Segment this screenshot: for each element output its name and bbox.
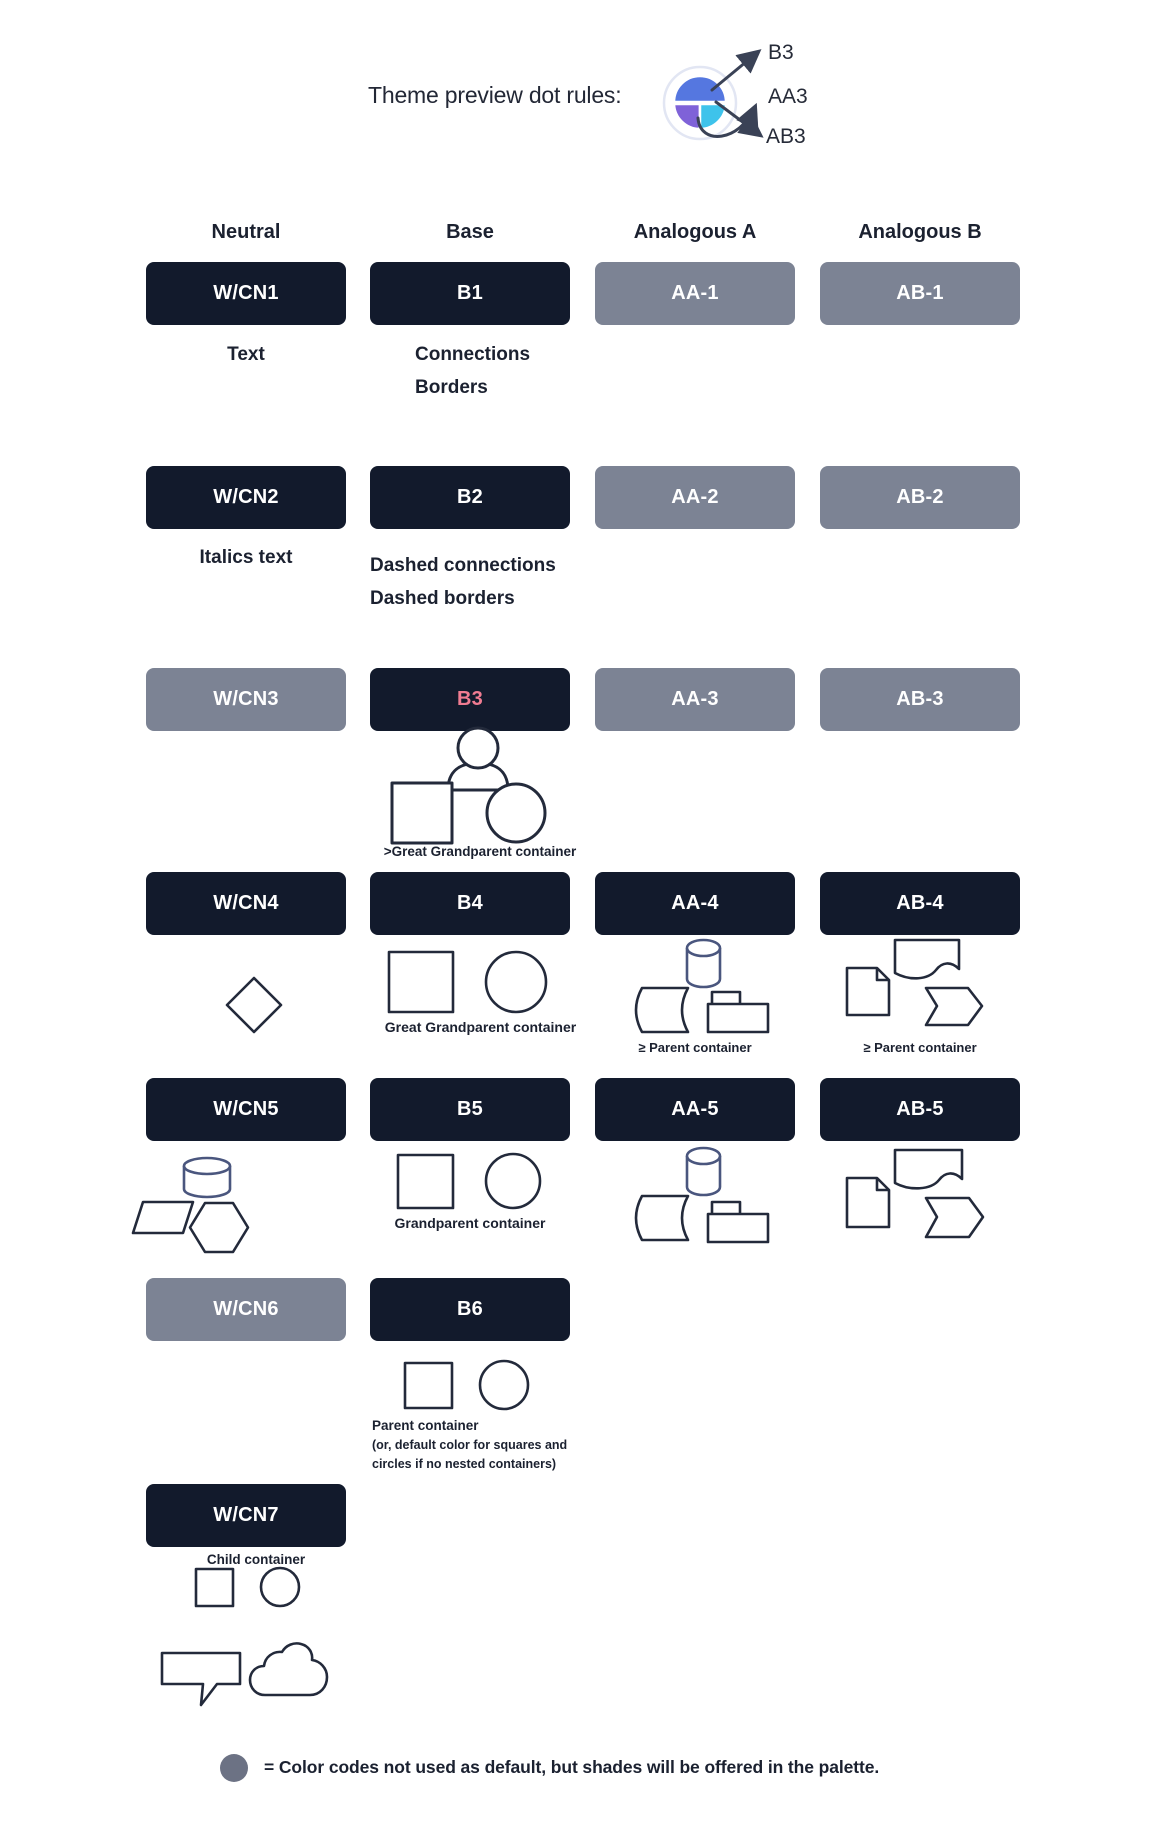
pill-aa1: AA-1 <box>595 262 795 325</box>
chevron-shape <box>926 988 982 1025</box>
person-head-icon <box>458 728 498 768</box>
b3-shapes-group <box>370 723 590 848</box>
caption-connections: Connections <box>415 344 531 365</box>
b5-shapes-group <box>394 1150 544 1212</box>
wcn7-shapes-group-2 <box>155 1640 340 1712</box>
pill-b4: B4 <box>370 872 570 935</box>
column-header-analogous-b: Analogous B <box>858 221 982 243</box>
speech-bubble-shape <box>162 1653 240 1705</box>
legend-text: = Color codes not used as default, but shades will be offered in the palette. <box>264 1757 880 1777</box>
b4-shapes-group <box>385 948 550 1016</box>
caption-grandparent: Grandparent container <box>394 1215 546 1231</box>
circle-shape <box>486 1154 540 1208</box>
pill-wcn4: W/CN4 <box>146 872 346 935</box>
wavy-flag-shape <box>895 1150 962 1188</box>
circle-shape <box>487 784 545 842</box>
caption-parent: Parent container <box>372 1418 479 1433</box>
wcn5-shapes-group <box>125 1150 260 1260</box>
stored-data-shape <box>636 988 688 1032</box>
pill-aa5: AA-5 <box>595 1078 795 1141</box>
caption-borders: Borders <box>415 377 488 398</box>
caption-great-grandparent: Great Grandparent container <box>384 1019 577 1035</box>
caption-ge-parent-aa4: ≥ Parent container <box>638 1040 752 1055</box>
square-shape <box>398 1155 453 1208</box>
pill-wcn5: W/CN5 <box>146 1078 346 1141</box>
caption-great-grandparent-gt: >Great Grandparent container <box>383 844 577 859</box>
pill-ab3: AB-3 <box>820 668 1020 731</box>
page-title: Theme preview dot rules: <box>368 82 622 108</box>
circle-shape <box>480 1361 528 1409</box>
chevron-shape <box>926 1198 983 1237</box>
pill-aa3: AA-3 <box>595 668 795 731</box>
caption-parent-note-1: (or, default color for squares and <box>372 1438 568 1452</box>
pill-wcn6: W/CN6 <box>146 1278 346 1341</box>
pill-wcn7: W/CN7 <box>146 1484 346 1547</box>
square-shape <box>392 783 452 843</box>
square-shape <box>196 1569 233 1606</box>
pill-aa4: AA-4 <box>595 872 795 935</box>
pill-b6: B6 <box>370 1278 570 1341</box>
cylinder-top-shape <box>687 1148 720 1164</box>
cylinder-top-shape <box>687 940 720 956</box>
aa5-shapes-group <box>628 1144 778 1244</box>
square-shape <box>405 1363 452 1408</box>
card-shape <box>708 1004 768 1032</box>
pill-ab4: AB-4 <box>820 872 1020 935</box>
circle-shape <box>261 1568 299 1606</box>
aa4-shapes-group <box>628 936 778 1036</box>
dot-label-ab3: AB3 <box>766 125 806 148</box>
pill-b1: B1 <box>370 262 570 325</box>
pill-b2: B2 <box>370 466 570 529</box>
dot-label-b3: B3 <box>768 41 794 64</box>
column-header-neutral: Neutral <box>211 221 281 243</box>
pill-ab1: AB-1 <box>820 262 1020 325</box>
pill-wcn1: W/CN1 <box>146 262 346 325</box>
legend-dot-icon <box>220 1754 248 1782</box>
caption-text: Text <box>227 344 265 365</box>
pill-wcn2: W/CN2 <box>146 466 346 529</box>
column-header-analogous-a: Analogous A <box>633 221 757 243</box>
pill-b3: B3 <box>370 668 570 731</box>
circle-shape <box>486 952 546 1012</box>
ab5-shapes-group <box>838 1146 993 1246</box>
cylinder-top-shape <box>184 1158 230 1174</box>
pill-wcn3: W/CN3 <box>146 668 346 731</box>
cloud-shape <box>250 1643 327 1695</box>
caption-dashed-borders: Dashed borders <box>370 588 515 609</box>
wcn7-shapes-group <box>190 1564 305 1612</box>
caption-parent-note-2: circles if no nested containers) <box>372 1457 557 1471</box>
dot-label-aa3: AA3 <box>768 85 808 108</box>
pill-aa2: AA-2 <box>595 466 795 529</box>
document-shape <box>847 968 889 1015</box>
caption-italics-text: Italics text <box>199 547 293 568</box>
parallelogram-shape <box>133 1202 193 1233</box>
wavy-flag-shape <box>895 940 959 978</box>
stored-data-shape <box>636 1196 688 1240</box>
card-shape <box>708 1214 768 1242</box>
caption-child-container: Child container <box>206 1552 306 1567</box>
pill-ab2: AB-2 <box>820 466 1020 529</box>
square-shape <box>389 952 453 1012</box>
pill-ab5: AB-5 <box>820 1078 1020 1141</box>
ab4-shapes-group <box>838 936 993 1036</box>
column-header-base: Base <box>446 221 494 243</box>
document-shape <box>847 1178 889 1227</box>
caption-ge-parent-ab4: ≥ Parent container <box>863 1040 977 1055</box>
hexagon-shape <box>190 1203 248 1252</box>
caption-dashed-connections: Dashed connections <box>370 555 556 576</box>
arrow-to-b3 <box>712 52 758 90</box>
diamond-shape <box>227 978 281 1032</box>
pill-b5: B5 <box>370 1078 570 1141</box>
b6-shapes-group <box>400 1358 535 1413</box>
wcn4-shapes-group <box>225 976 283 1034</box>
